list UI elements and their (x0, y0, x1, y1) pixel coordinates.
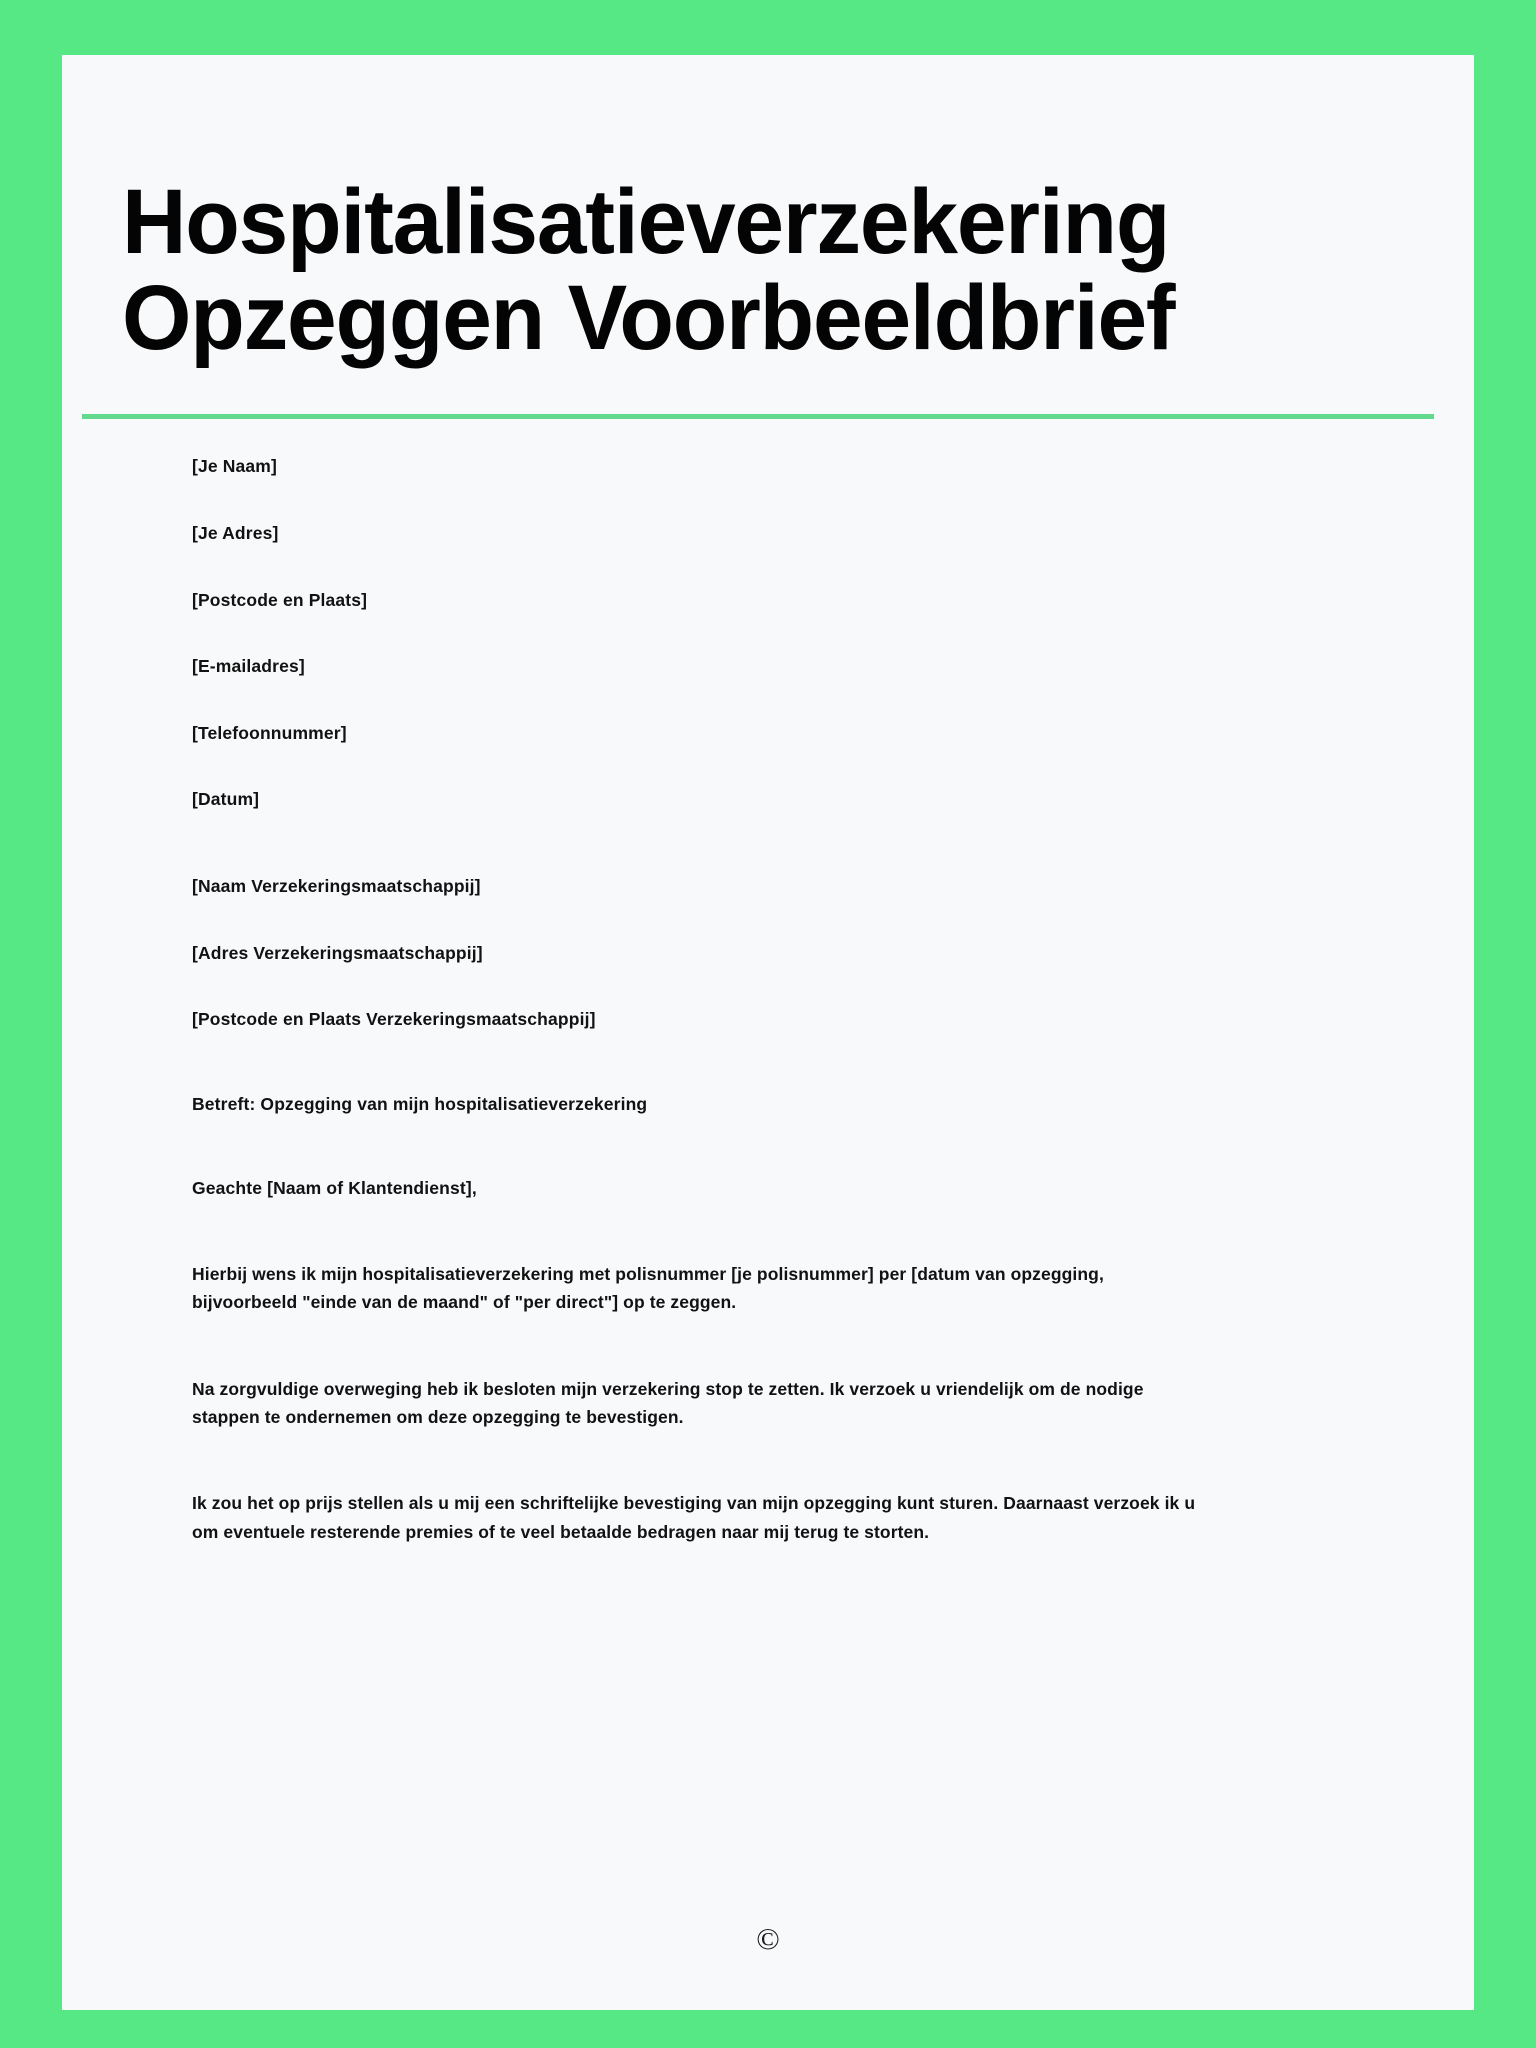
letter-date: [Datum] (192, 789, 260, 810)
spacer (192, 613, 1344, 653)
recipient-company-name: [Naam Verzekeringsmaatschappij] (192, 875, 481, 896)
page-title-line-2: Opzeggen Voorbeeldbrief (122, 266, 1175, 369)
spacer (192, 966, 1344, 1006)
body-paragraph-2: Na zorgvuldige overweging heb ik besloten mijn verzekering stop te zetten. Ik verzoek u vriendelijk om de nodige stappen te ondernemen om deze opzegging te bevestigen. (192, 1378, 1144, 1427)
page-title-line-1: Hospitalisatieverzekering (122, 171, 1170, 273)
document-sheet (62, 55, 1474, 2010)
subject-line: Betreft: Opzegging van mijn hospitalisatieverzekering (192, 1093, 648, 1114)
spacer (192, 900, 1344, 940)
body-paragraph-3: Ik zou het op prijs stellen als u mij een schriftelijke bevestiging van mijn opzegging kunt sturen. Daarnaast verzoek ik u om eventuele resterende premies of te veel betaalde bedragen naar mij terug te storten. (192, 1493, 1196, 1542)
spacer (192, 480, 1344, 520)
sender-postcode-city: [Postcode en Plaats] (192, 589, 368, 610)
footer (62, 1923, 1474, 1954)
sender-email: [E-mailadres] (192, 656, 305, 677)
spacer (192, 1202, 1344, 1260)
spacer (192, 680, 1344, 720)
title-block (62, 55, 1474, 369)
spacer (192, 813, 1344, 873)
spacer (192, 1317, 1344, 1375)
body-paragraph-1: Hierbij wens ik mijn hospitalisatieverzekering met polisnummer [je polisnummer] per [datum van opzegging, bijvoorbeeld "einde van de maand" of "per direct"] op te zeggen. (192, 1263, 1104, 1313)
letter-body (62, 419, 1474, 1546)
sender-phone: [Telefoonnummer] (192, 722, 347, 743)
recipient-company-address: [Adres Verzekeringsmaatschappij] (192, 942, 483, 963)
spacer (192, 1431, 1344, 1489)
spacer (192, 1117, 1344, 1175)
spacer (192, 746, 1344, 786)
salutation: Geachte [Naam of Klantendienst], (192, 1178, 477, 1199)
sender-name: [Je Naam] (192, 456, 277, 477)
spacer (192, 547, 1344, 587)
sender-address: [Je Adres] (192, 522, 279, 543)
copyright-icon: © (756, 1921, 780, 1956)
spacer (192, 1033, 1344, 1091)
recipient-company-postcode-city: [Postcode en Plaats Verzekeringsmaatschappij] (192, 1009, 596, 1030)
page-title (122, 171, 1375, 369)
